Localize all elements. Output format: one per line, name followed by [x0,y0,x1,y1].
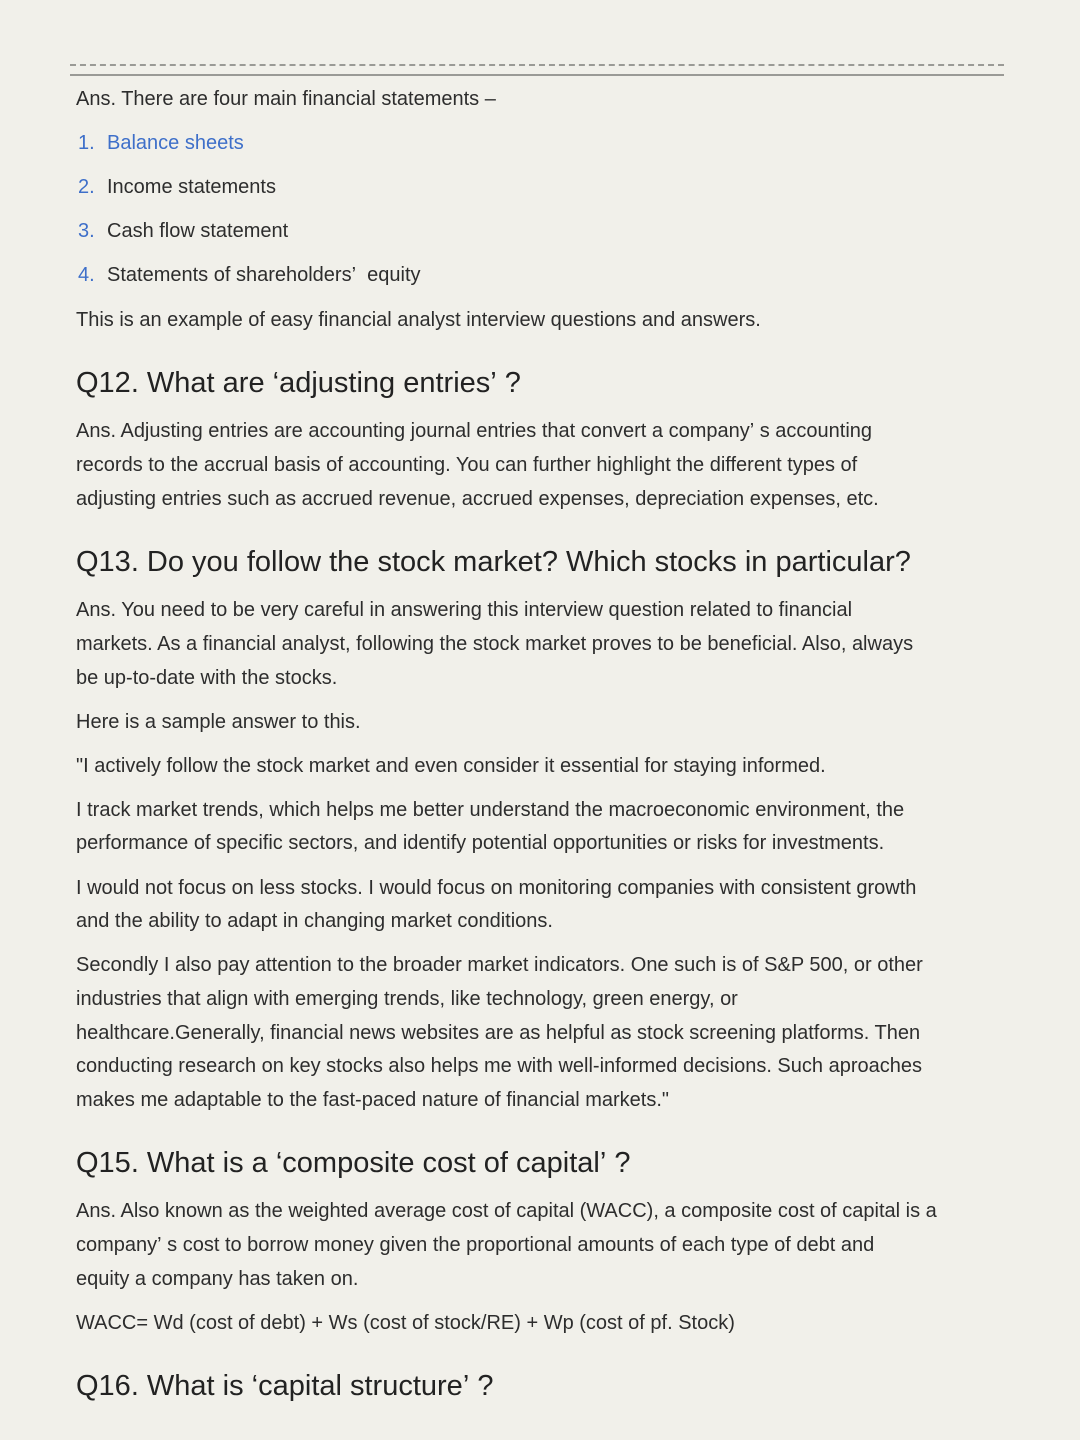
list-item [78,260,421,290]
q12-answer-line: Ans. Adjusting entries are accounting journal entries that convert a company’ s accounting [76,420,873,442]
q12-answer-line: adjusting entries such as accrued revenue, accrued expenses, depreciation expenses, etc. [76,488,879,510]
list-number: 2. [78,176,95,198]
q15-answer-line: equity a company has taken on. [76,1268,359,1290]
sample-paragraph-3-line: I would not focus on less stocks. I would focus on monitoring companies with consistent growth [76,877,917,899]
sample-paragraph-4-line: industries that align with emerging trends, like technology, green energy, or [76,988,738,1010]
q15-answer-line: company’ s cost to borrow money given the proportional amounts of each type of debt and [76,1234,875,1256]
q13-heading: Q13. Do you follow the stock market? Which stocks in particular? [76,546,911,578]
list-label: Income statements [107,176,276,198]
list-item [78,128,244,158]
q12-answer-line: records to the accrual basis of accounting. You can further highlight the different types of [76,454,858,476]
q13-answer-line: Ans. You need to be very careful in answering this interview question related to financial [76,599,853,621]
list-item [78,172,276,202]
sample-paragraph-2-line: performance of specific sectors, and identify potential opportunities or risks for investments. [76,832,885,854]
q15-answer-line: Ans. Also known as the weighted average cost of capital (WACC), a composite cost of capital is a [76,1200,937,1222]
sample-paragraph-4-line: makes me adaptable to the fast-paced nature of financial markets." [76,1089,669,1111]
list-number: 4. [78,264,95,286]
wacc-formula: WACC= Wd (cost of debt) + Ws (cost of stock/RE) + Wp (cost of pf. Stock) [76,1312,735,1334]
q13-answer-line: markets. As a financial analyst, following the stock market proves to be beneficial. Also, always [76,633,914,655]
sample-paragraph-3-line: and the ability to adapt in changing market conditions. [76,910,553,932]
section-divider [70,64,1004,78]
list-label: Balance sheets [107,132,244,154]
q16-heading: Q16. What is ‘capital structure’ ? [76,1370,494,1402]
list-label: Statements of shareholders’ equity [107,264,421,286]
list-number: 3. [78,220,95,242]
sample-paragraph-4-line: conducting research on key stocks also helps me with well-informed decisions. Such aproaches [76,1055,922,1077]
q13-answer-line: be up-to-date with the stocks. [76,667,338,689]
sample-paragraph-1: "I actively follow the stock market and even consider it essential for staying informed. [76,755,826,777]
dashed-rule [70,64,1004,66]
list-number: 1. [78,132,95,154]
q15-heading: Q15. What is a ‘composite cost of capital’ ? [76,1147,631,1179]
q12-heading: Q12. What are ‘adjusting entries’ ? [76,367,521,399]
intro-text: Ans. There are four main financial statements – [76,88,496,110]
solid-rule [70,74,1004,76]
list-label: Cash flow statement [107,220,289,242]
sample-paragraph-4-line: healthcare.Generally, financial news websites are as helpful as stock screening platforms. Then [76,1022,921,1044]
example-note: This is an example of easy financial analyst interview questions and answers. [76,309,761,331]
sample-intro: Here is a sample answer to this. [76,711,361,733]
sample-paragraph-2-line: I track market trends, which helps me better understand the macroeconomic environment, the [76,799,905,821]
sample-paragraph-4-line: Secondly I also pay attention to the broader market indicators. One such is of S&P 500, or other [76,954,923,976]
list-item [78,216,288,246]
